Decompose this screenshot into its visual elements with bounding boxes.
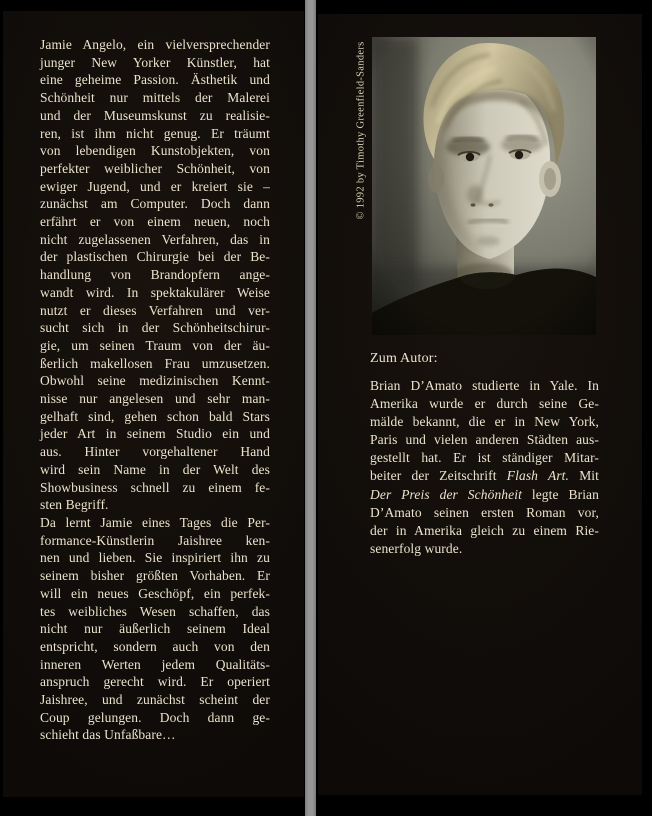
text-line: sucht sich in der Schönheitschirur- <box>40 320 270 336</box>
text-line: aus. Hinter vorgehaltener Hand <box>40 444 270 460</box>
text-line: mälde bekannt, die er in New York, <box>370 414 599 430</box>
text-line: seinem bisher größten Vorhaben. Er <box>40 568 270 584</box>
text-line: und der Museumskunst zu realisie- <box>40 107 270 123</box>
text-line: Jaishree, und zunächst scheint der <box>40 692 270 708</box>
text-line: der plastischen Chirurgie bei der Be- <box>40 249 270 265</box>
text-line: Da lernt Jamie eines Tages die Per- <box>40 514 270 530</box>
text-line: zunächst am Computer. Doch dann <box>40 196 270 212</box>
text-line: nutzt er dieses Verfahren und ver- <box>40 302 270 318</box>
text-line: nicht zugelassenen Verfahren, das in <box>40 231 270 247</box>
text-line: schieht das Unfaßbare… <box>40 727 176 743</box>
text-line: Amerika wurde er durch seine Ge- <box>370 396 599 412</box>
author-bio-text <box>370 377 599 558</box>
text-line: Coup gelungen. Doch dann ge- <box>40 709 270 725</box>
text-line: senerfolg wurde. <box>370 540 463 556</box>
text-line: von lebendigen Kunstobjekten, von <box>40 143 270 159</box>
text-line: nen und lieben. Sie inspiriert ihn zu <box>40 550 270 566</box>
left-flap-blurb-text <box>40 36 270 744</box>
text-line <box>370 486 599 504</box>
italic-title-text: Flash Art. <box>506 468 570 484</box>
text-line: eine geheime Passion. Ästhetik und <box>40 72 270 88</box>
text-line: ewiger Jugend, und er kreiert sie – <box>40 178 270 194</box>
text-line: gestellt hat. Er ist ständiger Mitar- <box>370 450 599 466</box>
text-line: entspricht, sondern auch von den <box>40 638 270 654</box>
text-line: der in Amerika gleich zu einem Rie- <box>370 522 599 538</box>
text-line: handlung von Brandopfern ange- <box>40 267 270 283</box>
text-line: Obwohl seine medizinischen Kennt- <box>40 373 270 389</box>
text-line: Schönheit nur mittels der Malerei <box>40 90 270 106</box>
text-line: D’Amato seinen ersten Roman vor, <box>370 504 599 520</box>
text-line: wird sein Name in der Welt des <box>40 461 270 477</box>
author-portrait-photo <box>372 37 596 335</box>
italic-title-text: Der Preis der Schönheit <box>370 486 522 502</box>
text-line: ren, ist ihm nicht genug. Er träumt <box>40 125 270 141</box>
text-segment: legte Brian <box>521 486 599 502</box>
text-line: sten Begriff. <box>40 497 109 513</box>
panel-divider <box>305 0 316 816</box>
text-line: nisse nur angelesen und sehr man- <box>40 391 270 407</box>
text-line: inneren Werten jedem Qualitäts- <box>40 656 270 672</box>
text-line <box>370 467 599 485</box>
text-line: Jamie Angelo, ein vielversprechender <box>40 37 270 52</box>
text-line: perfekter weiblicher Schönheit, von <box>40 160 270 176</box>
photo-credit: © 1992 by Timothy Greenfield-Sanders <box>355 41 367 220</box>
author-section-title: Zum Autor: <box>370 351 438 366</box>
text-line: nicht nur äußerlich seinem Ideal <box>40 621 270 637</box>
text-line: anspruch gerecht wird. Er operiert <box>40 674 270 690</box>
text-line: will ein neues Geschöpf, ein perfek- <box>40 585 270 601</box>
text-segment: beiter der Zeitschrift <box>370 468 507 484</box>
text-line: wandt wird. In spektakulärer Weise <box>40 284 270 300</box>
text-line: formance-Künstlerin Jaishree ken- <box>40 532 270 548</box>
text-line: Paris und vielen anderen Städten aus- <box>370 432 599 448</box>
text-segment: Mit <box>569 468 600 484</box>
text-line: Brian D’Amato studierte in Yale. In <box>370 378 599 393</box>
text-line: Showbusiness schnell zu einem fe- <box>40 479 270 495</box>
portrait-illustration <box>372 37 596 335</box>
text-line: tes weibliches Wesen schaffen, das <box>40 603 270 619</box>
text-line: gie, um seinen Traum von der äu- <box>40 337 270 353</box>
text-line: jeder Art in seinem Studio ein und <box>40 426 270 442</box>
text-line: gelhaft sind, gehen schon bald Stars <box>40 408 270 424</box>
text-line: junger New Yorker Künstler, hat <box>40 54 270 70</box>
text-line: ßerlich makellosen Frau umzusetzen. <box>40 355 270 371</box>
text-line: erfährt er von einem neuen, noch <box>40 214 270 230</box>
